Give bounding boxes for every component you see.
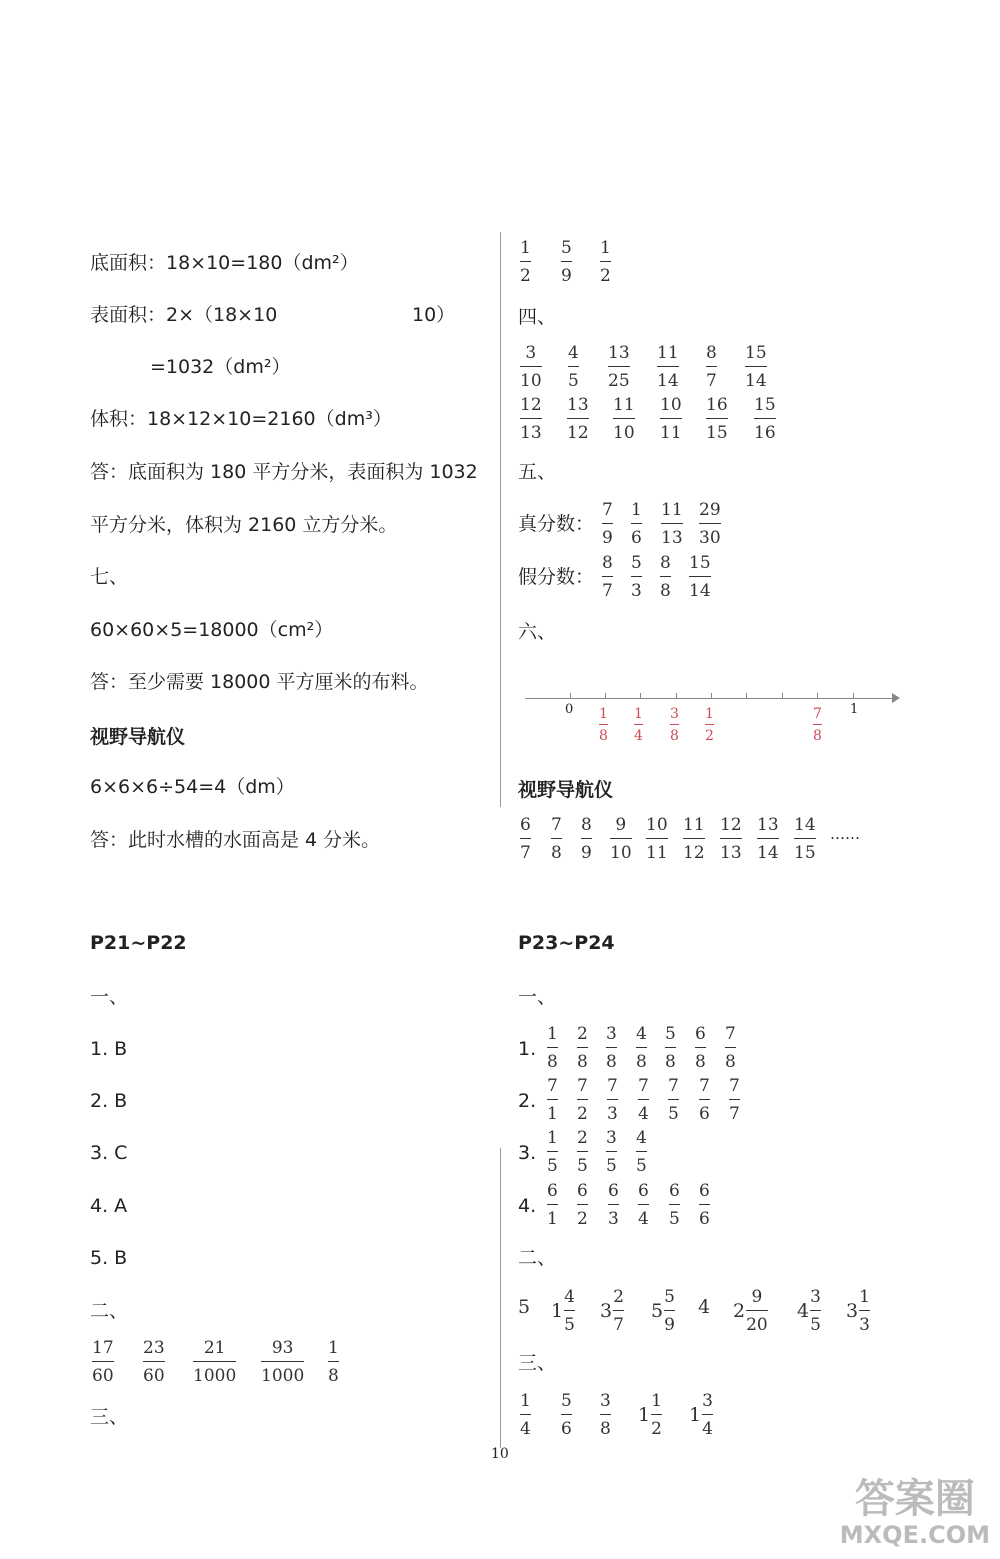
- p23-row2-frac: 7 4: [638, 1076, 649, 1124]
- s4-r1-frac: 11 14: [657, 343, 679, 391]
- p23-row4-frac: 6 6: [699, 1181, 710, 1229]
- p23-row3-frac: 2 5: [577, 1128, 588, 1176]
- p23-section-3: 三、: [518, 1352, 557, 1374]
- p23-s2-item: 1 4 5: [551, 1287, 575, 1335]
- p23-row-number: 4.: [518, 1195, 537, 1217]
- s4-r2-frac: 15 16: [754, 395, 776, 443]
- p23-row1-frac: 3 8: [606, 1024, 617, 1072]
- p23-row2-frac: 7 3: [607, 1076, 618, 1124]
- p23-row1-frac: 2 8: [577, 1024, 588, 1072]
- p23-s2-item: 2 9 20: [733, 1287, 768, 1335]
- p23-s3-item: 3 8: [600, 1391, 611, 1439]
- number-line-zero: 0: [565, 702, 574, 717]
- p21-answer: 3. C: [90, 1142, 128, 1164]
- nav-title-right: 视野导航仪: [518, 779, 614, 801]
- number-line-one: 1: [850, 702, 859, 717]
- top-frac-1: 1 2: [520, 238, 531, 286]
- p23-s2-item: 4 3 5: [797, 1287, 821, 1335]
- tick: [605, 693, 606, 699]
- p23-row2-frac: 7 7: [729, 1076, 740, 1124]
- p23-s2-item: 4: [698, 1296, 711, 1318]
- p23-s3-item: 1 1 2: [638, 1391, 662, 1439]
- tick: [711, 693, 712, 699]
- proper-frac: 29 30: [699, 500, 721, 548]
- nav-frac: 7 8: [551, 815, 562, 863]
- heading-p21: P21~P22: [90, 932, 187, 954]
- p21-frac: 21 1000: [193, 1338, 237, 1386]
- p23-s2-item: 3 1 3: [846, 1287, 870, 1335]
- section-7-label: 七、: [90, 566, 129, 588]
- p23-row-number: 3.: [518, 1142, 537, 1164]
- nav-frac: 10 11: [646, 815, 668, 863]
- nav-frac: 12 13: [720, 815, 742, 863]
- p23-s2-item: 5: [518, 1296, 531, 1318]
- p21-answer: 4. A: [90, 1195, 128, 1217]
- p21-answer: 1. B: [90, 1038, 128, 1060]
- nav-frac: 13 14: [757, 815, 779, 863]
- p23-row2-frac: 7 5: [668, 1076, 679, 1124]
- p23-row2-frac: 7 6: [699, 1076, 710, 1124]
- p23-row4-frac: 6 2: [577, 1181, 588, 1229]
- p21-answer: 2. B: [90, 1090, 128, 1112]
- nav-frac: 11 12: [683, 815, 705, 863]
- p23-s3-item: 5 6: [561, 1391, 572, 1439]
- p23-s2-item: 5 5 9: [651, 1287, 675, 1335]
- p23-row2-frac: 7 2: [577, 1076, 588, 1124]
- p23-row3-frac: 3 5: [606, 1128, 617, 1176]
- s4-r2-frac: 11 10: [613, 395, 635, 443]
- base-area-line: 底面积：18×10=180（dm²）: [90, 252, 359, 274]
- number-line-point-label: 1 2: [705, 706, 714, 744]
- improper-frac: 8 7: [602, 553, 613, 601]
- p23-row1-frac: 5 8: [665, 1024, 676, 1072]
- p23-row2-frac: 7 1: [547, 1076, 558, 1124]
- p23-s3-item: 1 4: [520, 1391, 531, 1439]
- tick: [676, 693, 677, 699]
- p23-s3-item: 1 3 4: [689, 1391, 713, 1439]
- number-line-point-label: 7 8: [813, 706, 822, 744]
- tick: [817, 693, 818, 699]
- p23-s2-item: 3 2 7: [600, 1287, 624, 1335]
- p21-frac: 93 1000: [261, 1338, 305, 1386]
- proper-label: 真分数：: [518, 513, 595, 535]
- answer-line-2: 平方分米，体积为 2160 立方分米。: [90, 514, 398, 536]
- top-frac-2: 5 9: [561, 238, 572, 286]
- s4-r2-frac: 10 11: [660, 395, 682, 443]
- p23-row-number: 2.: [518, 1090, 537, 1112]
- p23-section-1: 一、: [518, 986, 557, 1008]
- tick-zero: [570, 693, 571, 699]
- column-divider-bottom: [500, 1148, 501, 1448]
- p23-row1-frac: 1 8: [547, 1024, 558, 1072]
- surface-area-result: =1032（dm²）: [150, 356, 291, 378]
- nav-frac: 8 9: [581, 815, 592, 863]
- number-line-arrow: [892, 693, 900, 703]
- nav-answer-left: 答：此时水槽的水面高是 4 分米。: [90, 829, 381, 851]
- p23-row1-frac: 7 8: [725, 1024, 736, 1072]
- section-4-label: 四、: [518, 306, 557, 328]
- proper-frac: 7 9: [602, 500, 613, 548]
- watermark-logo: 答案圈 MXQE.COM: [839, 1476, 990, 1549]
- surface-area-line: 表面积：2×（18×10: [90, 304, 278, 326]
- p23-row4-frac: 6 5: [669, 1181, 680, 1229]
- nav-ellipsis: ……: [830, 825, 860, 843]
- p23-row4-frac: 6 4: [638, 1181, 649, 1229]
- nav-frac: 9 10: [610, 815, 632, 863]
- nav-frac: 14 15: [794, 815, 816, 863]
- p23-row4-frac: 6 1: [547, 1181, 558, 1229]
- p23-row1-frac: 4 8: [636, 1024, 647, 1072]
- section-7-answer: 答：至少需要 18000 平方厘米的布料。: [90, 671, 429, 693]
- volume-line: 体积：18×12×10=2160（dm³）: [90, 408, 392, 430]
- p23-section-2: 二、: [518, 1247, 557, 1269]
- p23-row3-frac: 4 5: [636, 1128, 647, 1176]
- section-6-label: 六、: [518, 621, 557, 643]
- s4-r2-frac: 12 13: [520, 395, 542, 443]
- tick: [782, 693, 783, 699]
- p21-answer: 5. B: [90, 1247, 128, 1269]
- section-5-label: 五、: [518, 461, 557, 483]
- tick-one: [853, 693, 854, 699]
- proper-frac: 1 6: [631, 500, 642, 548]
- s4-r2-frac: 16 15: [706, 395, 728, 443]
- heading-p23: P23~P24: [518, 932, 615, 954]
- s4-r1-frac: 13 25: [608, 343, 630, 391]
- s4-r1-frac: 8 7: [706, 343, 717, 391]
- nav-title-left: 视野导航仪: [90, 726, 186, 748]
- p23-row4-frac: 6 3: [608, 1181, 619, 1229]
- number-line: [525, 698, 895, 699]
- p21-frac: 17 60: [92, 1338, 114, 1386]
- surface-area-line-end: 10）: [412, 304, 456, 326]
- nav-frac: 6 7: [520, 815, 531, 863]
- p21-section-3: 三、: [90, 1406, 129, 1428]
- p21-section-2: 二、: [90, 1300, 129, 1322]
- number-line-point-label: 1 8: [599, 706, 608, 744]
- p21-frac: 1 8: [328, 1338, 339, 1386]
- top-frac-3: 1 2: [600, 238, 611, 286]
- p23-row1-frac: 6 8: [695, 1024, 706, 1072]
- improper-frac: 8 8: [660, 553, 671, 601]
- tick: [640, 693, 641, 699]
- improper-frac: 15 14: [689, 553, 711, 601]
- number-line-point-label: 1 4: [634, 706, 643, 744]
- page-number: 10: [491, 1446, 509, 1462]
- p21-frac: 23 60: [143, 1338, 165, 1386]
- s4-r2-frac: 13 12: [567, 395, 589, 443]
- number-line-point-label: 3 8: [670, 706, 679, 744]
- p21-section-1: 一、: [90, 986, 129, 1008]
- improper-label: 假分数：: [518, 566, 595, 588]
- nav-calc-left: 6×6×6÷54=4（dm）: [90, 776, 295, 798]
- s4-r1-frac: 3 10: [520, 343, 542, 391]
- section-7-calc: 60×60×5=18000（cm²）: [90, 619, 334, 641]
- s4-r1-frac: 4 5: [568, 343, 579, 391]
- p23-row-number: 1.: [518, 1038, 537, 1060]
- s4-r1-frac: 15 14: [745, 343, 767, 391]
- answer-line-1: 答：底面积为 180 平方分米，表面积为 1032: [90, 461, 478, 483]
- column-divider-top: [500, 232, 501, 807]
- proper-frac: 11 13: [661, 500, 683, 548]
- p23-row3-frac: 1 5: [547, 1128, 558, 1176]
- tick: [746, 693, 747, 699]
- improper-frac: 5 3: [631, 553, 642, 601]
